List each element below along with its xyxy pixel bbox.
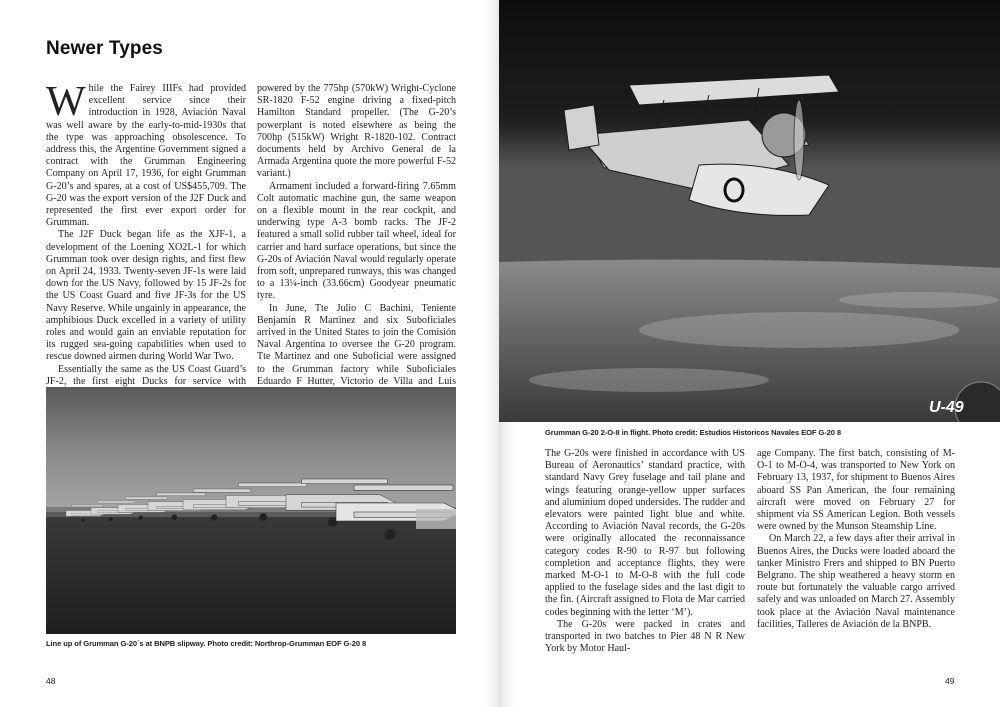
paragraph: Essentially the same as the US Coast Guard’s JF-2, the first eight Ducks for service with: [46, 363, 246, 387]
page-number-left: 48: [46, 676, 56, 686]
paragraph: Armament included a forward-firing 7.65mm Colt automatic machine gun, the same weapon on a flexible mount in the rear cockpit, and underwing type A-3 bomb racks. The JF-2 featured a small solid rubber tail wheel, ideal for carrier and hard surface operations, but since the G-20s of Aviación Naval would regularly operate from soft, unprepared runways, this was changed to a 13¼-inch (33.66cm) Goodyear pneumatic tyre.: [257, 180, 456, 302]
paragraph: [46, 79, 246, 229]
paragraph: On March 22, a few days after their arrival in Buenos Aires, the Ducks were loaded aboard the tanker Ministro Frers and shipped to BN Puerto Belgrano. The ship weathered a heavy storm en route but fortunately the valuable cargo arrived safely and was unloaded on March 27. Assembly took place at the Aviación Naval maintenance facilities, Talleres de Aviación de la BNPB.: [757, 533, 955, 630]
photo-serial-marking: U-49: [929, 399, 964, 416]
photo-aircraft-lineup: [46, 387, 456, 634]
paragraph: powered by the 775hp (570kW) Wright-Cyclone SR-1820 F-52 engine driving a fixed-pitch Hamilton Standard propeller. (The G-20’s powerplant is noted elsewhere as being the 700hp (515kW) Wright R-1820-102. Contract documents held by Archivo General de la Armada Argentina quote the more powerful F-52 variant.): [257, 83, 456, 180]
right-page-column-1: [545, 448, 745, 655]
photo-caption-left: Line up of Grumman G-20´s at BNPB slipway. Photo credit: Northrop-Grumman EOF G-20 8: [46, 639, 367, 648]
photo-aircraft-in-flight: [499, 0, 1000, 422]
paragraph: The J2F Duck began life as the XJF-1, a development of the Loening XO2L-1 for which Grumman took over design rights, and first flew on April 24, 1933. Twenty-seven JF-1s were laid down for the US Navy, followed by 15 JF-2s for the US Coast Guard and five JF-3s for the US Navy Reserve. While ungainly in appearance, the amphibious Duck excelled in a variety of utility roles and would gain an enviable reputation for its rugged sea-going capabilities when used to rescue downed airmen during World War Two.: [46, 229, 246, 363]
paragraph: The G-20s were packed in crates and transported in two batches to Pier 48 N R New York by Motor Haul-: [545, 618, 745, 655]
section-heading: Newer Types: [46, 38, 163, 59]
drop-cap: W: [46, 79, 86, 125]
left-page-column-1: [46, 79, 246, 437]
page-number-right: 49: [945, 676, 955, 686]
paragraph: age Company. The first batch, consisting of M-O-1 to M-O-4, was transported to New York on February 13, 1937, for shipment to Buenos Aires aboard SS Pan American, the four remaining aircraft were moved on February 27 for shipment via SS American Legion. Both vessels were owned by the Munson Steamship Line.: [757, 448, 955, 533]
paragraph: In June, Tte Julio C Bachini, Teniente Benjamin R Martinez and six Suboficiales arrived in the United States to join the Comisión Naval Argentina to oversee the G-20 program. Tte Martinez and one Suboficial were assigned to the Grumman factory while Suboficiales Eduardo F Hutter, Victorio de Villa and Luis: [257, 302, 456, 387]
paragraph: The G-20s were finished in accordance with US Bureau of Aeronautics’ standard practice, with standard Navy Grey fuselage and tail plane and wings featuring orange-yellow upper surfaces and aluminium doped undersides. The rudder and elevators were painted light blue and white. According to Aviación Naval records, the G-20s were originally allocated the reconnaissance category codes R-90 to R-97 but following completion and acceptance flights, they were marked M-O-1 to M-O-8 with the full code applied to the fuselage sides and the last digit to the fin. (Aircraft assigned to Flota de Mar carried codes beginning with the letter ‘M’).: [545, 448, 745, 618]
photo-caption-right: Grumman G-20 2-O-8 in flight. Photo credit: Estudios Historicos Navales EOF G-20 8: [545, 428, 842, 437]
right-page-column-2: [757, 448, 955, 631]
paragraph-text: hile the Fairey IIIFs had provided excellent service since their introduction in 1928, Aviación Naval was well aware by the early-to-mid-1930s that the type was approaching obsolescence. To address this, the Argentine Government signed a contract with the Grumman Engineering Company on April 17, 1936, for eight Grumman G-20’s and spares, at a cost of US$455,709. The G-20 was the export version of the J2F Duck and represented the first ever export order for Grumman.: [46, 83, 246, 229]
